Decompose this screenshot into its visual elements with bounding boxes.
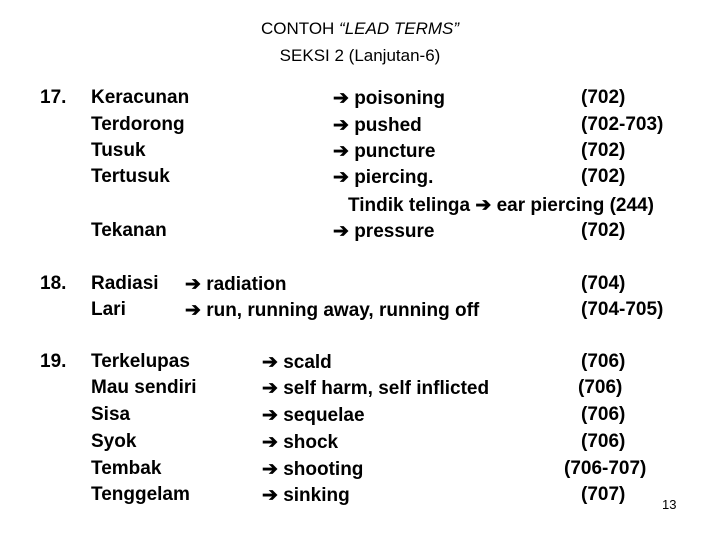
arrow-right-icon: ➔	[262, 352, 278, 373]
translation-pushed: ➔ pushed	[333, 115, 422, 136]
term-sisa: Sisa	[91, 404, 131, 425]
term-tekanan: Tekanan	[91, 220, 167, 241]
translation-radiation: ➔ radiation	[185, 274, 287, 295]
page-ref: (702)	[581, 220, 626, 241]
page-ref: (706)	[581, 431, 626, 452]
term-tusuk: Tusuk	[91, 140, 146, 161]
term-tenggelam: Tenggelam	[91, 484, 190, 505]
translation-piercing: ➔ piercing.	[333, 167, 434, 188]
translation-run: ➔ run, running away, running off	[185, 300, 480, 321]
arrow-right-icon: ➔	[185, 274, 201, 295]
arrow-right-icon: ➔	[333, 167, 349, 188]
page-ref: (706)	[581, 404, 626, 425]
page-ref: (702)	[581, 140, 626, 161]
arrow-right-icon: ➔	[185, 300, 201, 321]
arrow-right-icon: ➔	[262, 459, 278, 480]
term-syok: Syok	[91, 431, 137, 452]
translation-self-harm: ➔ self harm, self inflicted	[262, 378, 490, 399]
term-terkelupas: Terkelupas	[91, 351, 190, 372]
page-ref: (706)	[578, 377, 623, 398]
arrow-right-icon: ➔	[262, 405, 278, 426]
page-ref: (704-705)	[581, 299, 664, 320]
arrow-right-icon: ➔	[262, 378, 278, 399]
translation-pressure: ➔ pressure	[333, 221, 435, 242]
term-keracunan: Keracunan	[91, 87, 190, 108]
page-number: 13	[662, 497, 677, 512]
translation-poisoning: ➔ poisoning	[333, 88, 445, 109]
section-number-18: 18.	[40, 273, 67, 294]
page-ref: (702)	[581, 87, 626, 108]
term-radiasi: Radiasi	[91, 273, 159, 294]
title-prefix: CONTOH	[260, 19, 340, 38]
section-number-19: 19.	[40, 351, 67, 372]
translation-sequelae: ➔ sequelae	[262, 405, 365, 426]
page-ref: (706)	[581, 351, 626, 372]
page-ref: (702-703)	[581, 114, 664, 135]
term-terdorong: Terdorong	[91, 114, 185, 135]
page-ref: (704)	[581, 273, 626, 294]
page-subtitle: SEKSI 2 (Lanjutan-6)	[279, 46, 441, 65]
sub-entry-tindik-telinga: Tindik telinga ➔ ear piercing (244)	[348, 195, 654, 216]
arrow-right-icon: ➔	[333, 115, 349, 136]
translation-shock: ➔ shock	[262, 432, 339, 453]
term-lari: Lari	[91, 299, 126, 320]
term-tertusuk: Tertusuk	[91, 166, 170, 187]
translation-puncture: ➔ puncture	[333, 141, 436, 162]
arrow-right-icon: ➔	[333, 221, 349, 242]
page-ref: (706-707)	[564, 458, 647, 479]
translation-sinking: ➔ sinking	[262, 485, 350, 506]
page-ref: (707)	[581, 484, 626, 505]
arrow-right-icon: ➔	[262, 485, 278, 506]
section-number-17: 17.	[40, 87, 67, 108]
term-tembak: Tembak	[91, 458, 162, 479]
arrow-right-icon: ➔	[333, 141, 349, 162]
arrow-right-icon: ➔	[262, 432, 278, 453]
page-ref: (702)	[581, 166, 626, 187]
term-mau-sendiri: Mau sendiri	[91, 377, 197, 398]
page-title	[0, 19, 720, 39]
translation-shooting: ➔ shooting	[262, 459, 364, 480]
translation-scald: ➔ scald	[262, 352, 332, 373]
title-lead-terms: “LEAD TERMS”	[339, 19, 460, 38]
arrow-right-icon: ➔	[333, 88, 349, 109]
arrow-right-icon: ➔	[475, 195, 492, 216]
